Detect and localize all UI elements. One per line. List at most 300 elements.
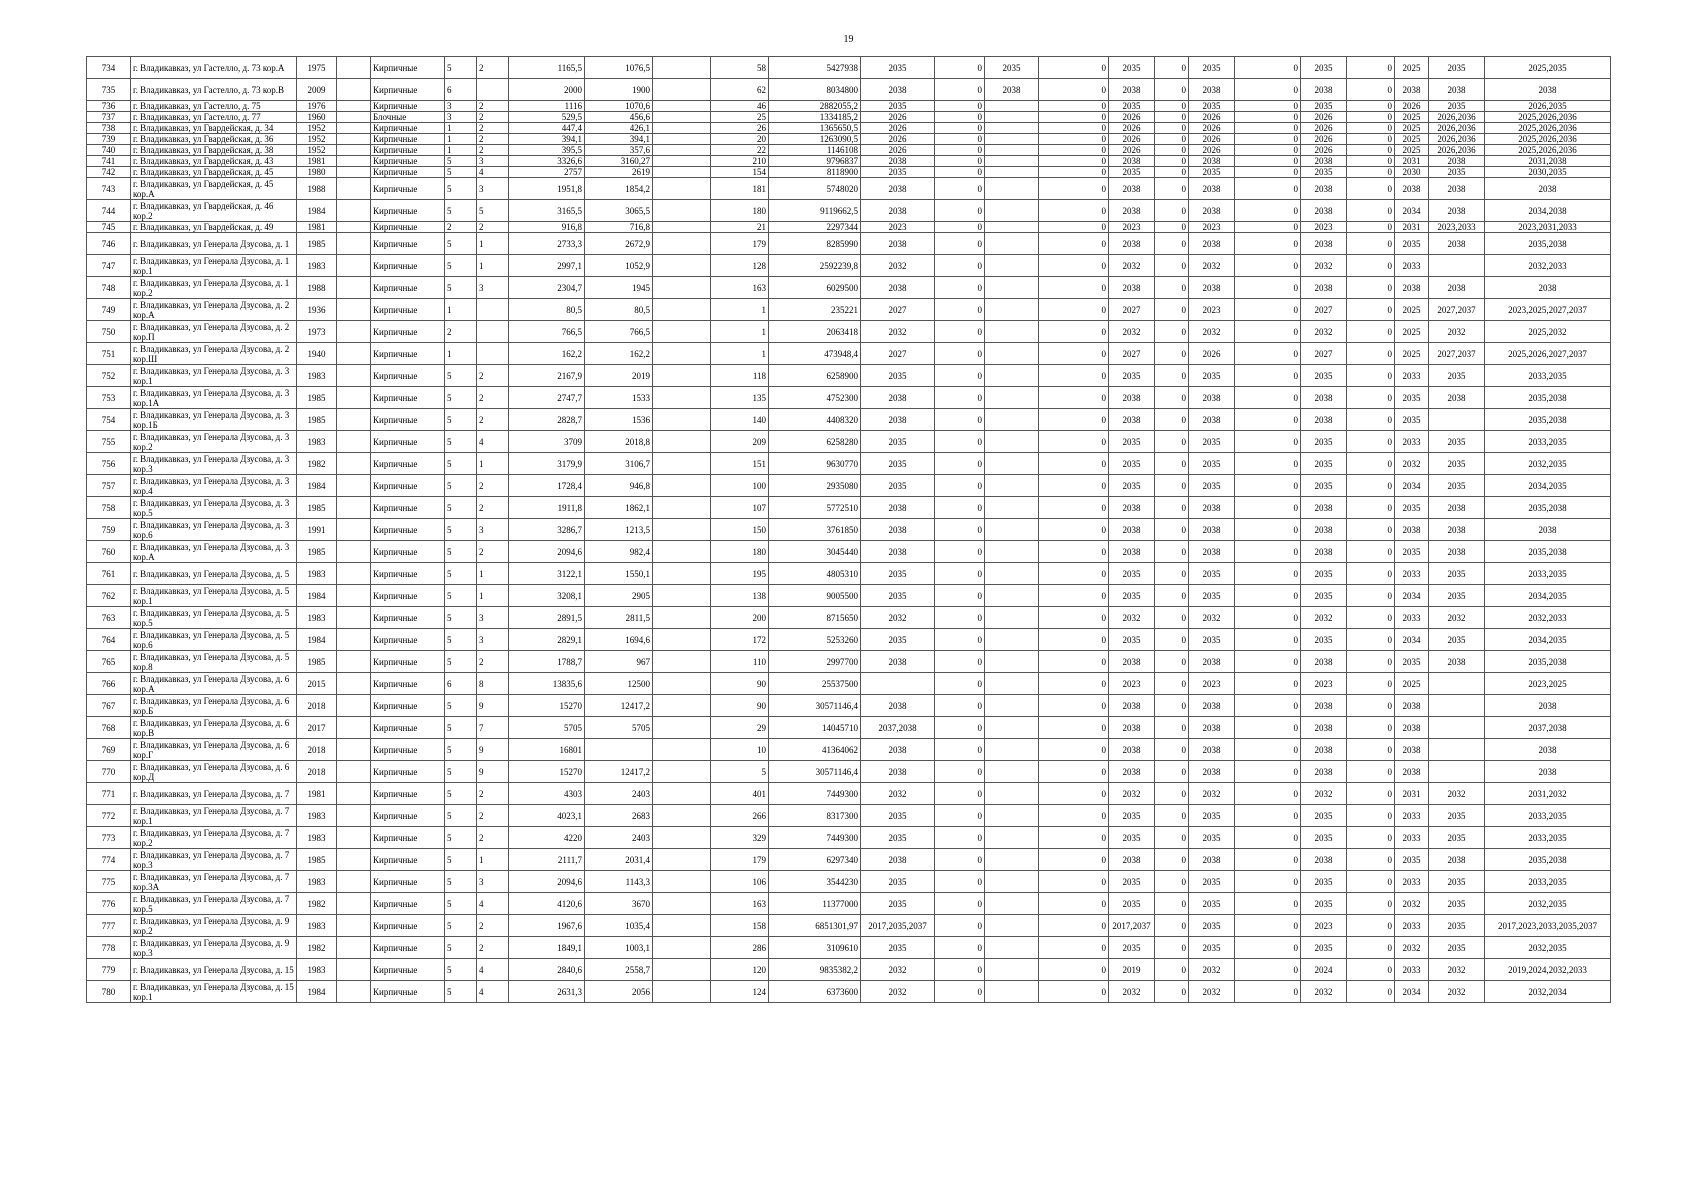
total-area: 16801 xyxy=(509,739,585,761)
basement-year: 2026 xyxy=(1189,134,1235,145)
engineering-extra: 0 xyxy=(1155,79,1189,101)
floors-count: 5 xyxy=(445,805,477,827)
total-area: 13835,6 xyxy=(509,673,585,695)
elevator-extra: 0 xyxy=(1347,409,1395,431)
elevator-year: 2038 xyxy=(1301,409,1347,431)
estimated-cost: 8715650 xyxy=(769,607,861,629)
year-reconstruction xyxy=(337,827,371,849)
nonliving-area xyxy=(653,57,711,79)
overhaul-all-years: 2037,2038 xyxy=(1485,717,1611,739)
roof-extra: 0 xyxy=(935,563,985,585)
residents-count: 110 xyxy=(711,651,769,673)
address: г. Владикавказ, ул Гвардейская, д. 45 xyxy=(131,167,297,178)
estimated-cost: 30571146,4 xyxy=(769,761,861,783)
address: г. Владикавказ, ул Гастелло, д. 77 xyxy=(131,112,297,123)
year-reconstruction xyxy=(337,629,371,651)
floors-count: 5 xyxy=(445,497,477,519)
overhaul-all-years: 2023,2025,2027,2037 xyxy=(1485,299,1611,321)
residents-count: 1 xyxy=(711,343,769,365)
total-area: 2094,6 xyxy=(509,871,585,893)
roof-repair-year: 2032 xyxy=(861,321,935,343)
elevator-extra: 0 xyxy=(1347,673,1395,695)
year-reconstruction xyxy=(337,651,371,673)
row-number: 746 xyxy=(87,233,131,255)
engineering-extra: 0 xyxy=(1155,827,1189,849)
living-area: 1003,1 xyxy=(585,937,653,959)
table-row xyxy=(87,409,1611,431)
floors-count: 5 xyxy=(445,200,477,222)
basement-extra: 0 xyxy=(1235,607,1301,629)
estimated-cost: 8034800 xyxy=(769,79,861,101)
overhaul-years: 2038 xyxy=(1429,200,1485,222)
nonliving-area xyxy=(653,222,711,233)
residents-count: 62 xyxy=(711,79,769,101)
basement-year: 2038 xyxy=(1189,541,1235,563)
year-reconstruction xyxy=(337,57,371,79)
engineering-year: 2038 xyxy=(1109,739,1155,761)
engineering-year: 2038 xyxy=(1109,761,1155,783)
facade-extra: 0 xyxy=(1039,453,1109,475)
year-reconstruction xyxy=(337,233,371,255)
overhaul-all-years: 2038 xyxy=(1485,519,1611,541)
address: г. Владикавказ, ул Генерала Дзусова, д. 5 кор.8 xyxy=(131,651,297,673)
engineering-year: 2038 xyxy=(1109,409,1155,431)
year-reconstruction xyxy=(337,563,371,585)
roof-extra: 0 xyxy=(935,871,985,893)
overhaul-all-years: 2033,2035 xyxy=(1485,871,1611,893)
overhaul-start-year: 2033 xyxy=(1395,431,1429,453)
basement-year: 2032 xyxy=(1189,321,1235,343)
year-built: 1983 xyxy=(297,563,337,585)
floors-count: 5 xyxy=(445,651,477,673)
engineering-year: 2035 xyxy=(1109,893,1155,915)
facade-year xyxy=(985,981,1039,1003)
facade-extra: 0 xyxy=(1039,607,1109,629)
living-area: 12500 xyxy=(585,673,653,695)
total-area: 2997,1 xyxy=(509,255,585,277)
facade-year xyxy=(985,387,1039,409)
year-reconstruction xyxy=(337,915,371,937)
overhaul-start-year: 2032 xyxy=(1395,453,1429,475)
total-area: 2891,5 xyxy=(509,607,585,629)
address: г. Владикавказ, ул Генерала Дзусова, д. 6 кор.В xyxy=(131,717,297,739)
basement-year: 2023 xyxy=(1189,673,1235,695)
roof-extra: 0 xyxy=(935,651,985,673)
year-reconstruction xyxy=(337,277,371,299)
address: г. Владикавказ, ул Генерала Дзусова, д. 6 кор.А xyxy=(131,673,297,695)
facade-extra: 0 xyxy=(1039,167,1109,178)
elevator-year: 2023 xyxy=(1301,915,1347,937)
facade-extra: 0 xyxy=(1039,497,1109,519)
overhaul-start-year: 2025 xyxy=(1395,134,1429,145)
entrances-count: 2 xyxy=(477,651,509,673)
year-built: 2009 xyxy=(297,79,337,101)
overhaul-years: 2035 xyxy=(1429,915,1485,937)
nonliving-area xyxy=(653,541,711,563)
residents-count: 150 xyxy=(711,519,769,541)
nonliving-area xyxy=(653,959,711,981)
residents-count: 401 xyxy=(711,783,769,805)
overhaul-years: 2035 xyxy=(1429,101,1485,112)
nonliving-area xyxy=(653,475,711,497)
facade-extra: 0 xyxy=(1039,981,1109,1003)
wall-material: Кирпичные xyxy=(371,233,445,255)
year-built: 1983 xyxy=(297,431,337,453)
estimated-cost: 1263090,5 xyxy=(769,134,861,145)
basement-year: 2035 xyxy=(1189,827,1235,849)
elevator-extra: 0 xyxy=(1347,827,1395,849)
roof-repair-year: 2035 xyxy=(861,893,935,915)
living-area: 982,4 xyxy=(585,541,653,563)
living-area: 1213,5 xyxy=(585,519,653,541)
engineering-extra: 0 xyxy=(1155,277,1189,299)
elevator-extra: 0 xyxy=(1347,695,1395,717)
residents-count: 124 xyxy=(711,981,769,1003)
facade-year: 2035 xyxy=(985,57,1039,79)
basement-extra: 0 xyxy=(1235,959,1301,981)
address: г. Владикавказ, ул Генерала Дзусова, д. 1 кор.1 xyxy=(131,255,297,277)
address: г. Владикавказ, ул Генерала Дзусова, д. 7 xyxy=(131,783,297,805)
roof-repair-year: 2038 xyxy=(861,233,935,255)
year-built: 1981 xyxy=(297,783,337,805)
basement-extra: 0 xyxy=(1235,57,1301,79)
year-built: 2018 xyxy=(297,695,337,717)
floors-count: 5 xyxy=(445,717,477,739)
table-row xyxy=(87,541,1611,563)
year-reconstruction xyxy=(337,321,371,343)
engineering-year: 2035 xyxy=(1109,563,1155,585)
year-reconstruction xyxy=(337,123,371,134)
basement-extra: 0 xyxy=(1235,123,1301,134)
engineering-extra: 0 xyxy=(1155,981,1189,1003)
row-number: 739 xyxy=(87,134,131,145)
address: г. Владикавказ, ул Генерала Дзусова, д. 3 кор.2 xyxy=(131,431,297,453)
wall-material: Кирпичные xyxy=(371,277,445,299)
total-area: 3326,6 xyxy=(509,156,585,167)
entrances-count: 4 xyxy=(477,981,509,1003)
roof-repair-year: 2032 xyxy=(861,981,935,1003)
wall-material: Кирпичные xyxy=(371,123,445,134)
engineering-year: 2032 xyxy=(1109,981,1155,1003)
basement-extra: 0 xyxy=(1235,717,1301,739)
elevator-year: 2035 xyxy=(1301,431,1347,453)
living-area: 426,1 xyxy=(585,123,653,134)
address: г. Владикавказ, ул Генерала Дзусова, д. 7 кор.5 xyxy=(131,893,297,915)
floors-count: 1 xyxy=(445,343,477,365)
roof-repair-year: 2032 xyxy=(861,255,935,277)
residents-count: 195 xyxy=(711,563,769,585)
basement-extra: 0 xyxy=(1235,145,1301,156)
living-area: 12417,2 xyxy=(585,695,653,717)
nonliving-area xyxy=(653,585,711,607)
total-area: 2733,3 xyxy=(509,233,585,255)
entrances-count: 8 xyxy=(477,673,509,695)
overhaul-years: 2035 xyxy=(1429,871,1485,893)
table-row xyxy=(87,629,1611,651)
row-number: 779 xyxy=(87,959,131,981)
engineering-extra: 0 xyxy=(1155,497,1189,519)
overhaul-start-year: 2025 xyxy=(1395,673,1429,695)
basement-year: 2038 xyxy=(1189,651,1235,673)
residents-count: 151 xyxy=(711,453,769,475)
basement-extra: 0 xyxy=(1235,222,1301,233)
engineering-year: 2035 xyxy=(1109,453,1155,475)
roof-repair-year: 2038 xyxy=(861,200,935,222)
nonliving-area xyxy=(653,805,711,827)
table-row xyxy=(87,981,1611,1003)
engineering-year: 2038 xyxy=(1109,695,1155,717)
wall-material: Кирпичные xyxy=(371,585,445,607)
nonliving-area xyxy=(653,651,711,673)
engineering-year: 2035 xyxy=(1109,167,1155,178)
total-area: 15270 xyxy=(509,695,585,717)
basement-year: 2038 xyxy=(1189,156,1235,167)
living-area: 967 xyxy=(585,651,653,673)
table-row xyxy=(87,475,1611,497)
roof-repair-year: 2026 xyxy=(861,145,935,156)
engineering-extra: 0 xyxy=(1155,563,1189,585)
facade-extra: 0 xyxy=(1039,255,1109,277)
roof-repair-year: 2038 xyxy=(861,739,935,761)
roof-extra: 0 xyxy=(935,959,985,981)
total-area: 2111,7 xyxy=(509,849,585,871)
floors-count: 5 xyxy=(445,519,477,541)
engineering-year: 2035 xyxy=(1109,475,1155,497)
residents-count: 179 xyxy=(711,233,769,255)
basement-extra: 0 xyxy=(1235,101,1301,112)
total-area: 766,5 xyxy=(509,321,585,343)
overhaul-years: 2038 xyxy=(1429,233,1485,255)
engineering-year: 2035 xyxy=(1109,827,1155,849)
facade-extra: 0 xyxy=(1039,651,1109,673)
year-built: 1981 xyxy=(297,156,337,167)
overhaul-start-year: 2038 xyxy=(1395,79,1429,101)
facade-extra: 0 xyxy=(1039,475,1109,497)
overhaul-start-year: 2025 xyxy=(1395,112,1429,123)
elevator-extra: 0 xyxy=(1347,299,1395,321)
overhaul-years xyxy=(1429,673,1485,695)
row-number: 747 xyxy=(87,255,131,277)
nonliving-area xyxy=(653,156,711,167)
entrances-count: 2 xyxy=(477,387,509,409)
basement-year: 2032 xyxy=(1189,255,1235,277)
elevator-year: 2026 xyxy=(1301,134,1347,145)
overhaul-years: 2026,2036 xyxy=(1429,112,1485,123)
elevator-year: 2032 xyxy=(1301,981,1347,1003)
table-row xyxy=(87,255,1611,277)
table-row xyxy=(87,937,1611,959)
estimated-cost: 6258280 xyxy=(769,431,861,453)
overhaul-start-year: 2038 xyxy=(1395,178,1429,200)
facade-year xyxy=(985,915,1039,937)
residents-count: 100 xyxy=(711,475,769,497)
residents-count: 200 xyxy=(711,607,769,629)
elevator-extra: 0 xyxy=(1347,178,1395,200)
roof-extra: 0 xyxy=(935,937,985,959)
estimated-cost: 5253260 xyxy=(769,629,861,651)
address: г. Владикавказ, ул Гвардейская, д. 45 кор.А xyxy=(131,178,297,200)
year-built: 1983 xyxy=(297,255,337,277)
engineering-year: 2038 xyxy=(1109,541,1155,563)
engineering-extra: 0 xyxy=(1155,222,1189,233)
facade-extra: 0 xyxy=(1039,387,1109,409)
year-reconstruction xyxy=(337,717,371,739)
roof-repair-year: 2035 xyxy=(861,57,935,79)
address: г. Владикавказ, ул Гвардейская, д. 43 xyxy=(131,156,297,167)
basement-extra: 0 xyxy=(1235,409,1301,431)
overhaul-all-years: 2038 xyxy=(1485,277,1611,299)
year-reconstruction xyxy=(337,200,371,222)
floors-count: 5 xyxy=(445,959,477,981)
facade-year xyxy=(985,783,1039,805)
wall-material: Кирпичные xyxy=(371,761,445,783)
elevator-extra: 0 xyxy=(1347,453,1395,475)
basement-extra: 0 xyxy=(1235,343,1301,365)
table-body xyxy=(87,57,1611,1003)
elevator-extra: 0 xyxy=(1347,871,1395,893)
living-area: 2683 xyxy=(585,805,653,827)
elevator-year: 2038 xyxy=(1301,717,1347,739)
elevator-year: 2038 xyxy=(1301,178,1347,200)
basement-extra: 0 xyxy=(1235,827,1301,849)
living-area: 1035,4 xyxy=(585,915,653,937)
elevator-extra: 0 xyxy=(1347,79,1395,101)
overhaul-all-years: 2033,2035 xyxy=(1485,431,1611,453)
wall-material: Кирпичные xyxy=(371,365,445,387)
overhaul-years: 2026,2036 xyxy=(1429,123,1485,134)
basement-year: 2035 xyxy=(1189,101,1235,112)
estimated-cost: 2997700 xyxy=(769,651,861,673)
address: г. Владикавказ, ул Гвардейская, д. 49 xyxy=(131,222,297,233)
address: г. Владикавказ, ул Генерала Дзусова, д. 15 кор.1 xyxy=(131,981,297,1003)
roof-extra: 0 xyxy=(935,805,985,827)
nonliving-area xyxy=(653,761,711,783)
living-area: 1070,6 xyxy=(585,101,653,112)
wall-material: Кирпичные xyxy=(371,431,445,453)
facade-extra: 0 xyxy=(1039,200,1109,222)
living-area: 80,5 xyxy=(585,299,653,321)
total-area: 3286,7 xyxy=(509,519,585,541)
estimated-cost: 5748020 xyxy=(769,178,861,200)
row-number: 767 xyxy=(87,695,131,717)
row-number: 759 xyxy=(87,519,131,541)
table-row xyxy=(87,893,1611,915)
overhaul-all-years: 2030,2035 xyxy=(1485,167,1611,178)
total-area: 1849,1 xyxy=(509,937,585,959)
year-reconstruction xyxy=(337,497,371,519)
overhaul-all-years: 2038 xyxy=(1485,739,1611,761)
overhaul-start-year: 2033 xyxy=(1395,959,1429,981)
roof-repair-year: 2027 xyxy=(861,343,935,365)
floors-count: 2 xyxy=(445,222,477,233)
nonliving-area xyxy=(653,277,711,299)
floors-count: 3 xyxy=(445,112,477,123)
basement-year: 2035 xyxy=(1189,915,1235,937)
overhaul-years xyxy=(1429,695,1485,717)
living-area: 1945 xyxy=(585,277,653,299)
residents-count: 90 xyxy=(711,695,769,717)
residents-count: 21 xyxy=(711,222,769,233)
elevator-year: 2038 xyxy=(1301,387,1347,409)
table-row xyxy=(87,431,1611,453)
roof-extra: 0 xyxy=(935,585,985,607)
basement-year: 2026 xyxy=(1189,123,1235,134)
floors-count: 5 xyxy=(445,431,477,453)
floors-count: 1 xyxy=(445,145,477,156)
engineering-extra: 0 xyxy=(1155,167,1189,178)
living-area: 12417,2 xyxy=(585,761,653,783)
elevator-year: 2035 xyxy=(1301,167,1347,178)
wall-material: Кирпичные xyxy=(371,79,445,101)
wall-material: Кирпичные xyxy=(371,805,445,827)
elevator-year: 2038 xyxy=(1301,156,1347,167)
roof-extra: 0 xyxy=(935,453,985,475)
facade-extra: 0 xyxy=(1039,915,1109,937)
year-built: 1981 xyxy=(297,222,337,233)
engineering-extra: 0 xyxy=(1155,783,1189,805)
facade-extra: 0 xyxy=(1039,629,1109,651)
roof-repair-year: 2035 xyxy=(861,827,935,849)
engineering-year: 2038 xyxy=(1109,849,1155,871)
entrances-count: 3 xyxy=(477,156,509,167)
nonliving-area xyxy=(653,871,711,893)
elevator-year: 2038 xyxy=(1301,651,1347,673)
address: г. Владикавказ, ул Генерала Дзусова, д. 3 кор.1Б xyxy=(131,409,297,431)
elevator-extra: 0 xyxy=(1347,123,1395,134)
row-number: 770 xyxy=(87,761,131,783)
engineering-extra: 0 xyxy=(1155,233,1189,255)
nonliving-area xyxy=(653,783,711,805)
entrances-count: 2 xyxy=(477,222,509,233)
address: г. Владикавказ, ул Гвардейская, д. 46 кор.2 xyxy=(131,200,297,222)
address: г. Владикавказ, ул Генерала Дзусова, д. 7 кор.3А xyxy=(131,871,297,893)
year-built: 2018 xyxy=(297,761,337,783)
facade-year xyxy=(985,233,1039,255)
row-number: 757 xyxy=(87,475,131,497)
nonliving-area xyxy=(653,695,711,717)
residents-count: 29 xyxy=(711,717,769,739)
roof-repair-year: 2038 xyxy=(861,79,935,101)
elevator-extra: 0 xyxy=(1347,761,1395,783)
overhaul-years: 2035 xyxy=(1429,475,1485,497)
engineering-year: 2026 xyxy=(1109,134,1155,145)
engineering-extra: 0 xyxy=(1155,134,1189,145)
facade-year xyxy=(985,409,1039,431)
row-number: 771 xyxy=(87,783,131,805)
year-reconstruction xyxy=(337,156,371,167)
overhaul-start-year: 2038 xyxy=(1395,761,1429,783)
elevator-extra: 0 xyxy=(1347,541,1395,563)
total-area: 2000 xyxy=(509,79,585,101)
address: г. Владикавказ, ул Генерала Дзусова, д. 3 кор.5 xyxy=(131,497,297,519)
floors-count: 5 xyxy=(445,585,477,607)
address: г. Владикавказ, ул Гвардейская, д. 34 xyxy=(131,123,297,134)
residents-count: 138 xyxy=(711,585,769,607)
floors-count: 5 xyxy=(445,178,477,200)
residents-count: 140 xyxy=(711,409,769,431)
facade-year xyxy=(985,893,1039,915)
elevator-extra: 0 xyxy=(1347,145,1395,156)
year-reconstruction xyxy=(337,585,371,607)
table-row xyxy=(87,695,1611,717)
overhaul-years: 2035 xyxy=(1429,167,1485,178)
entrances-count: 3 xyxy=(477,178,509,200)
basement-extra: 0 xyxy=(1235,783,1301,805)
overhaul-start-year: 2034 xyxy=(1395,200,1429,222)
engineering-extra: 0 xyxy=(1155,431,1189,453)
address: г. Владикавказ, ул Гастелло, д. 75 xyxy=(131,101,297,112)
entrances-count: 1 xyxy=(477,563,509,585)
